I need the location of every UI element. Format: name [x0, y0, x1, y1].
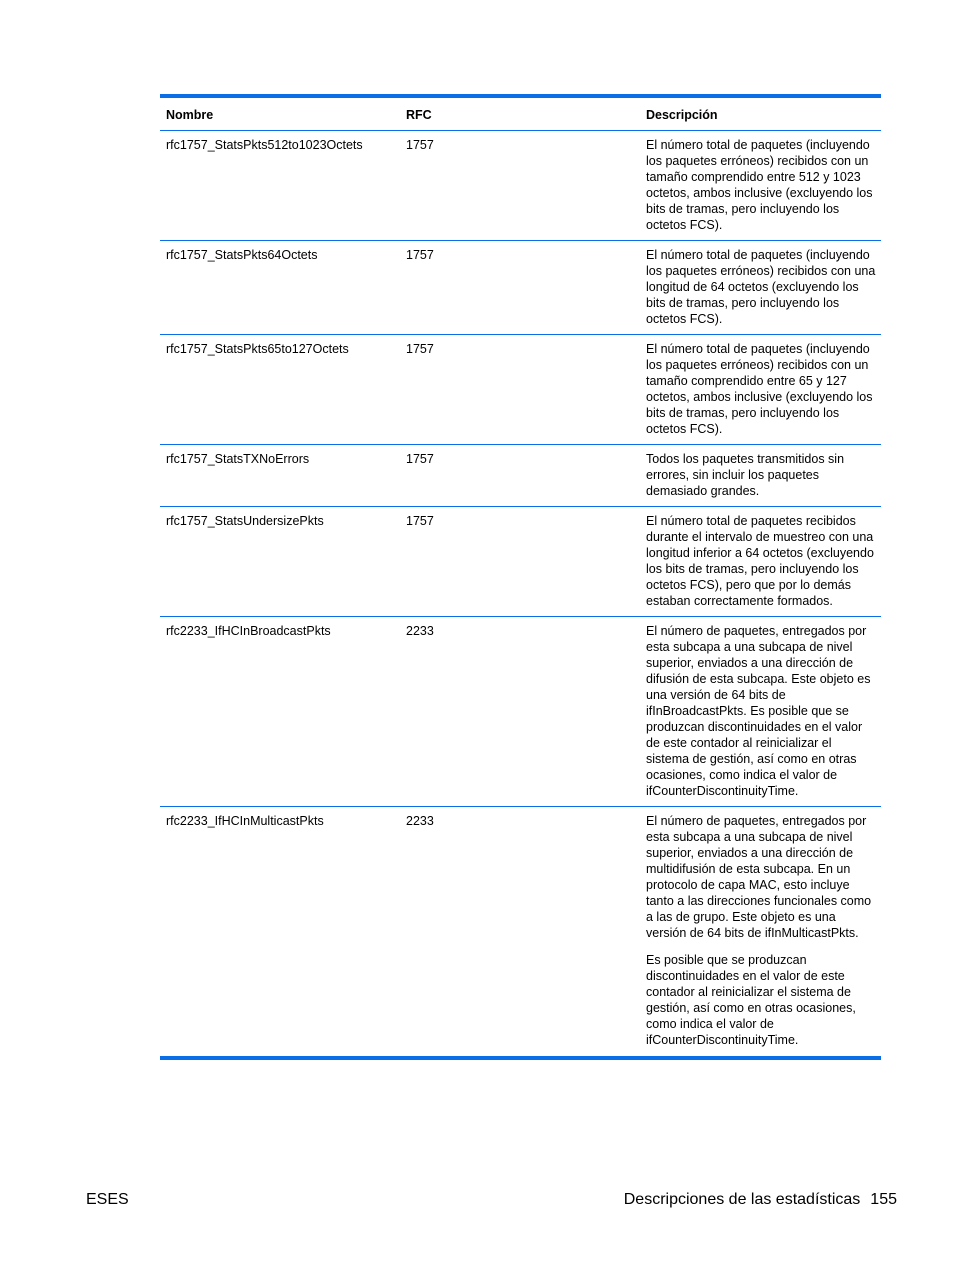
cell-description	[640, 131, 881, 241]
cell-name: rfc1757_StatsPkts64Octets	[160, 241, 400, 335]
table-row	[160, 241, 881, 335]
table-row	[160, 807, 881, 1057]
cell-description	[640, 445, 881, 507]
cell-rfc: 1757	[400, 241, 640, 335]
footer-language-code: ESES	[86, 1191, 129, 1208]
table-row	[160, 617, 881, 807]
table-header-row	[160, 98, 881, 131]
cell-name: rfc1757_StatsPkts65to127Octets	[160, 335, 400, 445]
cell-name: rfc1757_StatsUndersizePkts	[160, 507, 400, 617]
description-paragraph: El número de paquetes, entregados por esta subcapa a una subcapa de nivel superior, enviados a una dirección de difusión de esta subcapa. Este objeto es una versión de 64 bits de ifInBroadcastPkts. Es posible que se produzcan discontinuidades en el valor de este contador al reinicializar el sistema de gestión, así como en otras ocasiones, como indica el valor de ifCounterDiscontinuityTime.	[646, 624, 871, 798]
header-name: Nombre	[160, 98, 400, 131]
table-bottom-rule	[160, 1056, 881, 1060]
cell-name: rfc1757_StatsPkts512to1023Octets	[160, 131, 400, 241]
cell-rfc: 1757	[400, 131, 640, 241]
cell-description	[640, 617, 881, 807]
header-description: Descripción	[640, 98, 881, 131]
description-paragraph: El número total de paquetes (incluyendo los paquetes erróneos) recibidos con un tamaño comprendido entre 512 y 1023 octetos, ambos inclusive (excluyendo los bits de tramas, pero incluyendo los octetos FCS).	[646, 138, 873, 232]
cell-description	[640, 335, 881, 445]
table-row	[160, 445, 881, 507]
description-paragraph: Es posible que se produzcan discontinuidades en el valor de este contador al reinicializar el sistema de gestión, así como en otras ocasiones, como indica el valor de ifCounterDiscontinuityTime.	[646, 953, 856, 1047]
page-footer	[624, 1191, 897, 1209]
cell-name: rfc2233_IfHCInBroadcastPkts	[160, 617, 400, 807]
table-row	[160, 131, 881, 241]
table-row	[160, 335, 881, 445]
description-paragraph: El número total de paquetes (incluyendo los paquetes erróneos) recibidos con una longitud de 64 octetos (excluyendo los bits de tramas, pero incluyendo los octetos FCS).	[646, 248, 876, 326]
page-number: 155	[870, 1191, 897, 1208]
description-paragraph: El número total de paquetes (incluyendo los paquetes erróneos) recibidos con un tamaño comprendido entre 65 y 127 octetos, ambos inclusive (excluyendo los bits de tramas, pero incluyendo los octetos FCS).	[646, 342, 873, 436]
footer-section-title: Descripciones de las estadísticas	[623, 1191, 861, 1208]
cell-name: rfc1757_StatsTXNoErrors	[160, 445, 400, 507]
description-paragraph: El número total de paquetes recibidos durante el intervalo de muestreo con una longitud inferior a 64 octetos (excluyendo los bits de tramas, pero incluyendo los octetos FCS), pero que por lo demás estaban correctamente formados.	[646, 514, 874, 608]
cell-rfc: 1757	[400, 445, 640, 507]
cell-description	[640, 507, 881, 617]
header-rfc: RFC	[400, 98, 640, 131]
cell-rfc: 2233	[400, 617, 640, 807]
description-paragraph: Todos los paquetes transmitidos sin errores, sin incluir los paquetes demasiado grandes.	[646, 452, 845, 498]
description-paragraph: El número de paquetes, entregados por esta subcapa a una subcapa de nivel superior, enviados a una dirección de multidifusión de esta subcapa. En un protocolo de capa MAC, esto incluye tanto a las direcciones funcionales como a las de grupo. Este objeto es una versión de 64 bits de ifInMulticastPkts.	[646, 814, 872, 940]
cell-rfc: 1757	[400, 335, 640, 445]
cell-description	[640, 807, 881, 1057]
statistics-table	[160, 98, 881, 1056]
cell-rfc: 2233	[406, 814, 434, 828]
statistics-table-container	[160, 94, 881, 1060]
cell-name: rfc2233_IfHCInMulticastPkts	[166, 814, 324, 828]
cell-description	[640, 241, 881, 335]
table-row	[160, 507, 881, 617]
cell-rfc: 1757	[400, 507, 640, 617]
